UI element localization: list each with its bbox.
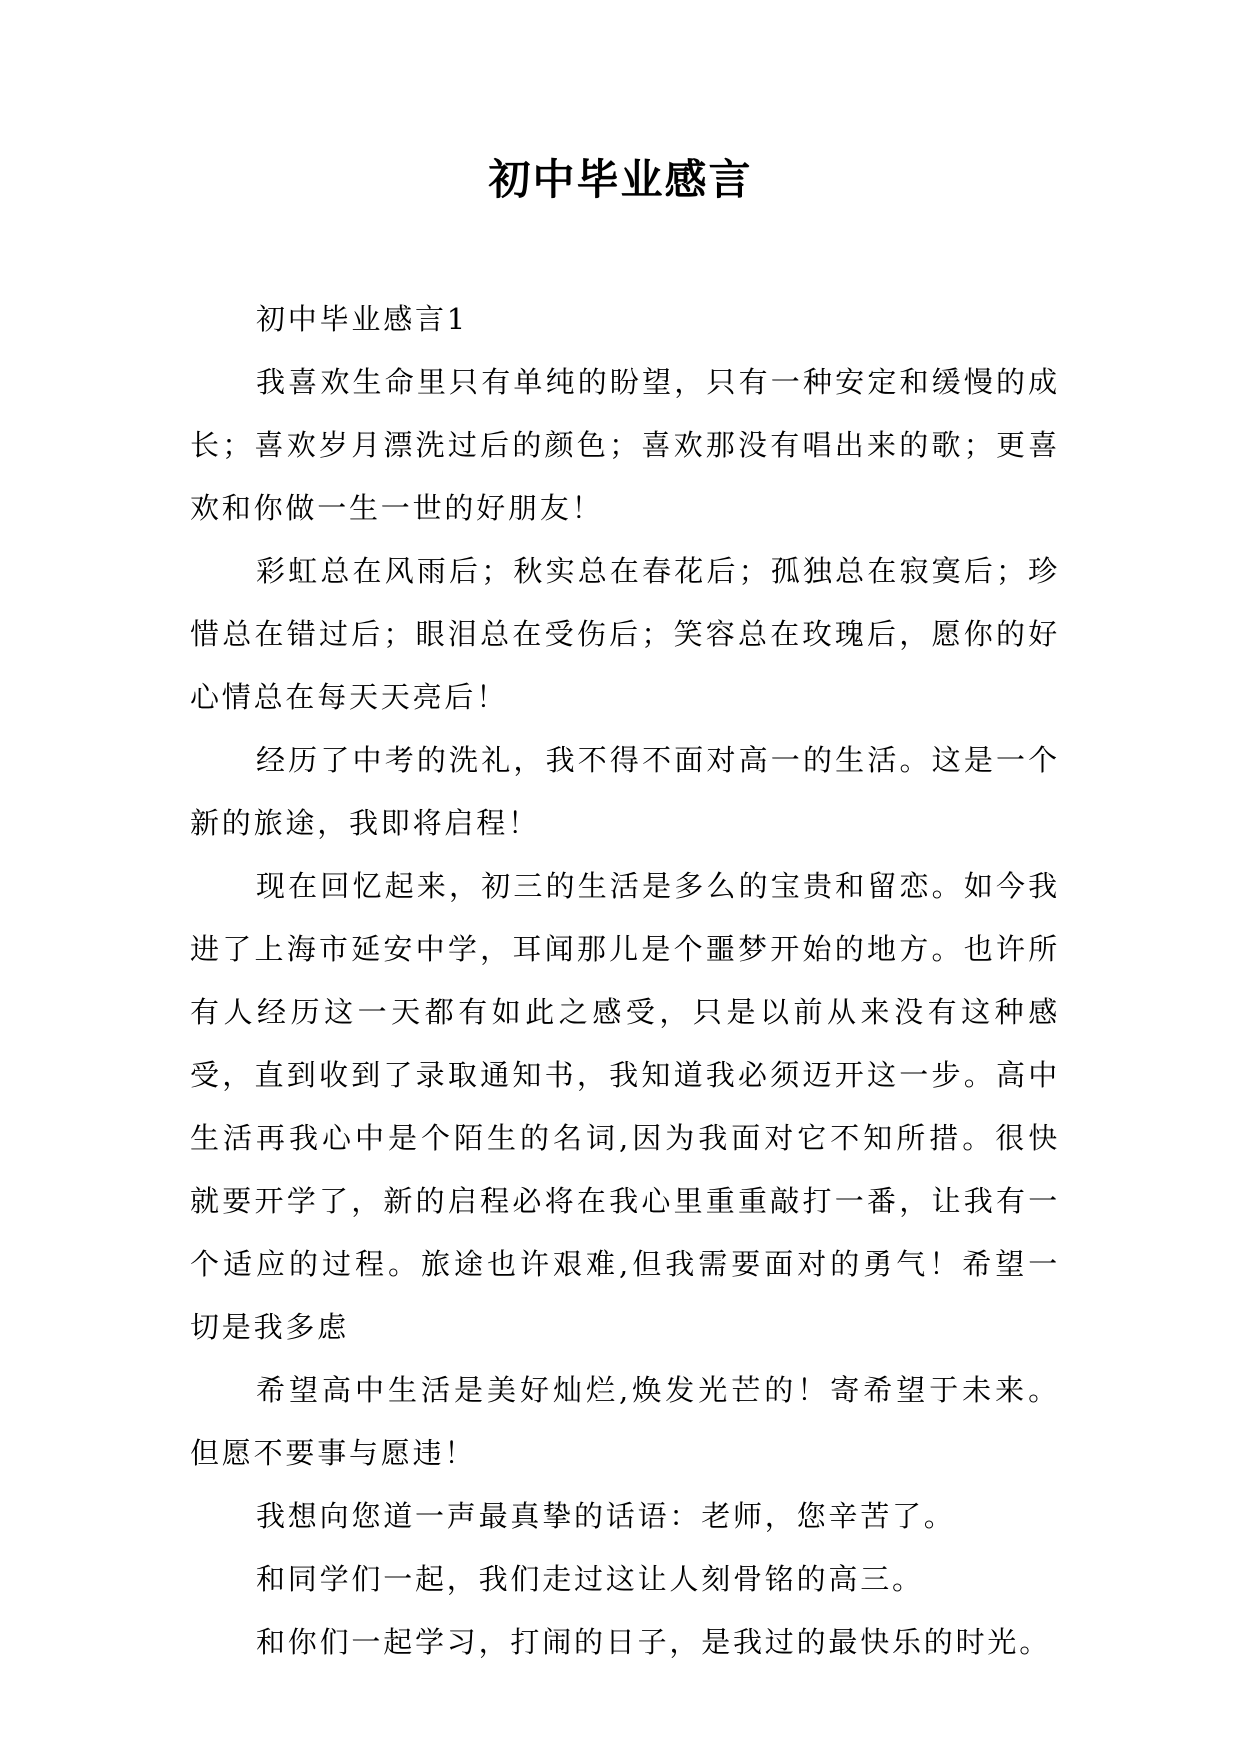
paragraph: 彩虹总在风雨后；秋实总在春花后；孤独总在寂寞后；珍惜总在错过后；眼泪总在受伤后；笑容总在玫瑰后，愿你的好心情总在每天天亮后！ — [190, 554, 1060, 714]
paragraph-heading: 初中毕业感言1 — [256, 302, 469, 336]
paragraph: 和同学们一起，我们走过这让人刻骨铭的高三。 — [256, 1562, 924, 1596]
paragraph: 我想向您道一声最真挚的话语：老师，您辛苦了。 — [256, 1499, 956, 1533]
paragraph: 希望高中生活是美好灿烂,焕发光芒的！寄希望于未来。但愿不要事与愿违！ — [190, 1373, 1060, 1470]
paragraph: 现在回忆起来，初三的生活是多么的宝贵和留恋。如今我进了上海市延安中学，耳闻那儿是个噩梦开始的地方。也许所有人经历这一天都有如此之感受，只是以前从来没有这种感受，直到收到了录取通知书，我知道我必须迈开这一步。高中生活再我心中是个陌生的名词,因为我面对它不知所措。很快就要开学了，新的启程必将在我心里重重敲打一番，让我有一个适应的过程。旅途也许艰难,但我需要面对的勇气！希望一切是我多虑 — [190, 869, 1060, 1344]
paragraph: 和你们一起学习，打闹的日子，是我过的最快乐的时光。 — [256, 1625, 1052, 1659]
paragraph: 经历了中考的洗礼，我不得不面对高一的生活。这是一个新的旅途，我即将启程！ — [190, 743, 1060, 840]
document-title: 初中毕业感言 — [488, 155, 753, 204]
paragraph: 我喜欢生命里只有单纯的盼望，只有一种安定和缓慢的成长；喜欢岁月漂洗过后的颜色；喜欢那没有唱出来的歌；更喜欢和你做一生一世的好朋友！ — [190, 365, 1060, 525]
document-body — [190, 288, 1060, 1674]
